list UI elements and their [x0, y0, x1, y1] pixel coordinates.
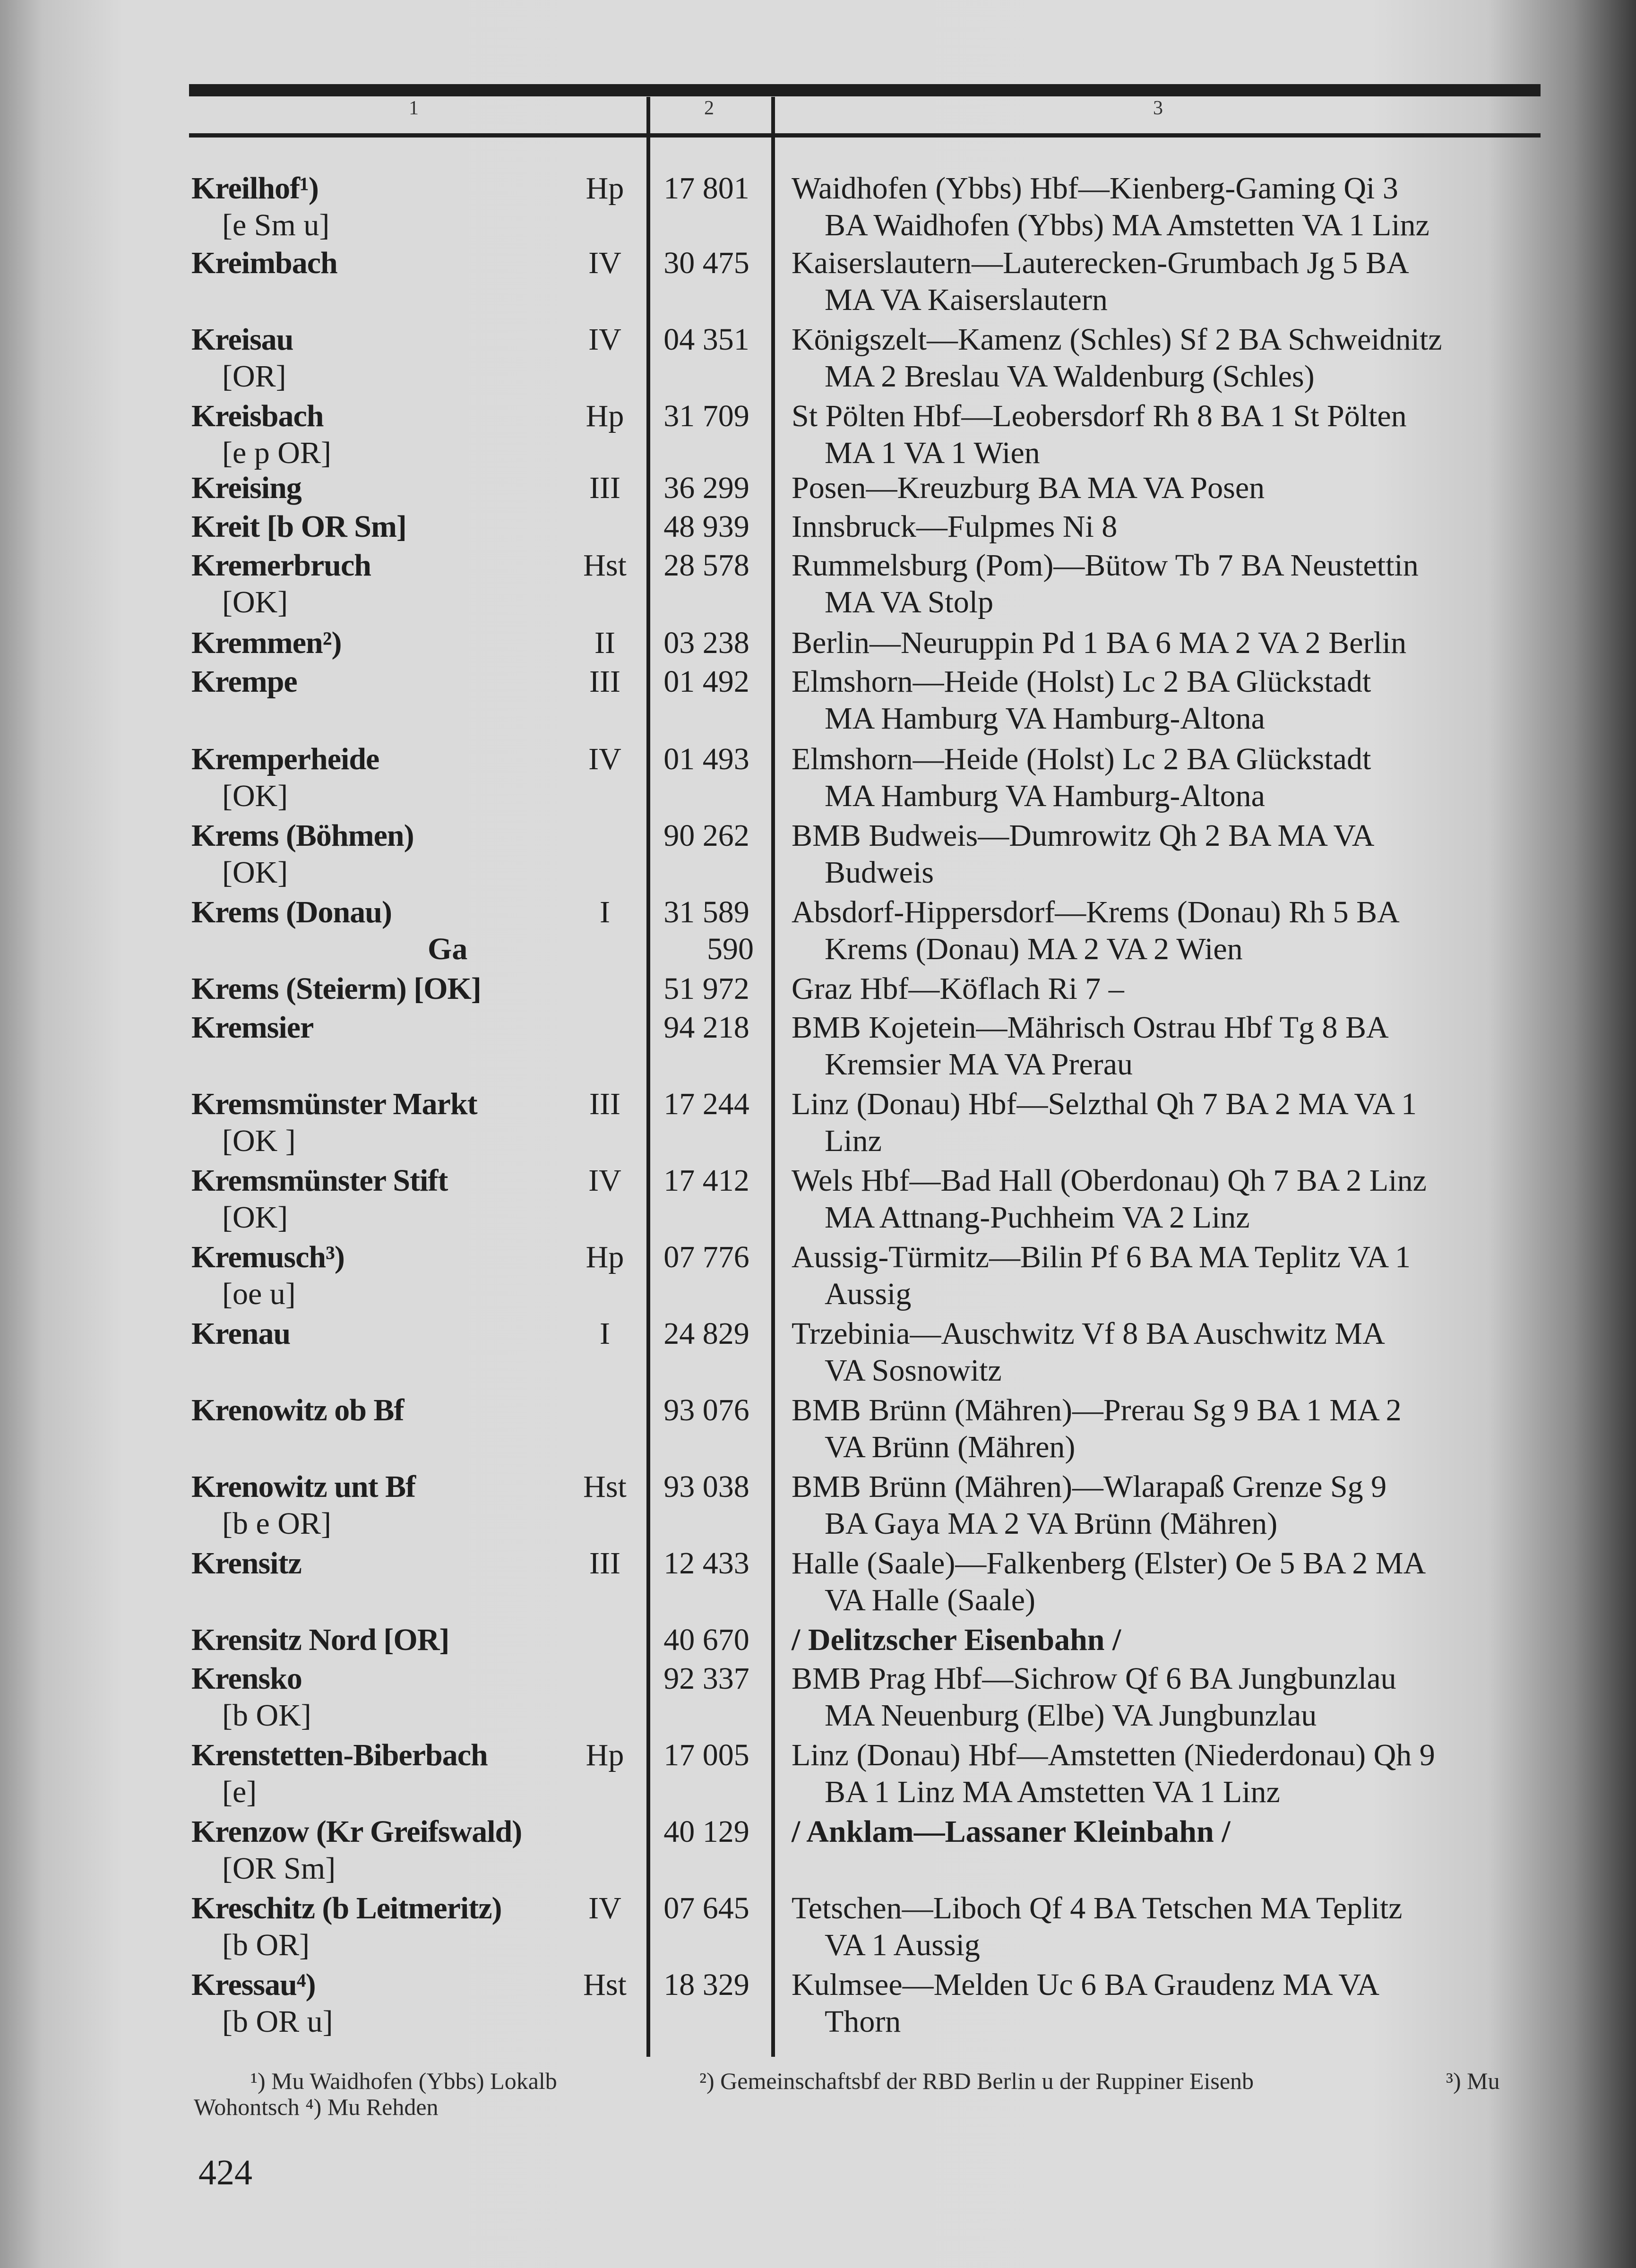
route-line-1: / Anklam—Lassaner Kleinbahn /: [792, 1814, 1231, 1849]
route-line-1: / Delitzscher Eisenbahn /: [792, 1623, 1121, 1657]
station-name: Kreit [b OR Sm]: [191, 509, 406, 544]
station-note: [b OR]: [222, 1928, 310, 1962]
station-class: III: [589, 471, 620, 505]
station-class: I: [600, 1316, 610, 1351]
station-name: Kremusch³): [191, 1240, 344, 1274]
column-divider-2: [771, 137, 775, 2057]
station-code: 04 351: [663, 322, 749, 357]
station-name: Kremperheide: [191, 742, 379, 776]
station-class: IV: [588, 1163, 621, 1198]
station-note: [OK]: [222, 779, 288, 813]
route-line-1: BMB Kojetein—Mährisch Ostrau Hbf Tg 8 BA: [792, 1010, 1389, 1045]
station-note: [b OK]: [222, 1698, 311, 1733]
station-code: 51 972: [663, 971, 749, 1006]
station-name: Krenowitz ob Bf: [191, 1393, 404, 1427]
station-class: Hp: [586, 1738, 624, 1772]
station-class: Hp: [586, 1240, 624, 1274]
station-name: Krensitz: [191, 1546, 301, 1581]
station-name: Kreising: [191, 471, 301, 505]
route-line-1: Kaiserslautern—Lauterecken-Grumbach Jg 5 BA: [792, 246, 1409, 280]
route-line-2: Kremsier MA VA Prerau: [825, 1047, 1133, 1082]
route-line-2: MA VA Stolp: [825, 585, 994, 619]
route-line-2: BA Gaya MA 2 VA Brünn (Mähren): [825, 1506, 1278, 1541]
station-code: 31 709: [663, 399, 749, 433]
station-code: 01 493: [663, 742, 749, 776]
station-code: 18 329: [663, 1967, 749, 2002]
station-note: [OK]: [222, 855, 288, 890]
route-line-1: Elmshorn—Heide (Holst) Lc 2 BA Glückstadt: [792, 664, 1371, 699]
station-class: Hst: [583, 1967, 627, 2002]
station-class: IV: [588, 322, 621, 357]
column-header-2: 2: [704, 97, 714, 119]
route-line-1: Absdorf-Hippersdorf—Krems (Donau) Rh 5 BA: [792, 895, 1400, 929]
footnote-3: ³) Mu: [1446, 2068, 1500, 2094]
station-note: [OK ]: [222, 1124, 296, 1158]
station-class: Hst: [583, 548, 627, 583]
route-line-2: VA Sosnowitz: [825, 1353, 1002, 1388]
route-line-2: MA 1 VA 1 Wien: [825, 436, 1040, 470]
station-code: 17 412: [663, 1163, 749, 1198]
station-class: IV: [588, 246, 621, 280]
station-code: 48 939: [663, 509, 749, 544]
station-note: [oe u]: [222, 1277, 296, 1311]
station-name: Krenau: [191, 1316, 291, 1351]
top-rule: [189, 84, 1541, 96]
station-code: 90 262: [663, 818, 749, 853]
station-note: [OR Sm]: [222, 1851, 336, 1886]
route-line-1: BMB Budweis—Dumrowitz Qh 2 BA MA VA: [792, 818, 1375, 853]
route-line-1: BMB Prag Hbf—Sichrow Qf 6 BA Jungbunzlau: [792, 1661, 1396, 1696]
station-note: Ga: [428, 932, 468, 966]
station-code: 28 578: [663, 548, 749, 583]
station-code: 30 475: [663, 246, 749, 280]
station-name: Krensko: [191, 1661, 302, 1696]
station-name: Kremsier: [191, 1010, 314, 1045]
station-name: Kreisbach: [191, 399, 324, 433]
station-name: Krenowitz unt Bf: [191, 1469, 416, 1504]
route-line-2: VA Halle (Saale): [825, 1583, 1035, 1617]
station-name: Kressau⁴): [191, 1967, 316, 2002]
station-code: 40 670: [663, 1623, 749, 1657]
station-note: [e p OR]: [222, 436, 331, 470]
route-line-1: Waidhofen (Ybbs) Hbf—Kienberg-Gaming Qi 3: [792, 171, 1398, 206]
page-number: 424: [198, 2153, 252, 2192]
station-code: 94 218: [663, 1010, 749, 1045]
route-line-1: Kulmsee—Melden Uc 6 BA Graudenz MA VA: [792, 1967, 1380, 2002]
route-line-2: VA 1 Aussig: [825, 1928, 980, 1962]
station-code: 36 299: [663, 471, 749, 505]
station-code: 07 776: [663, 1240, 749, 1274]
route-line-1: BMB Brünn (Mähren)—Wlarapaß Grenze Sg 9: [792, 1469, 1387, 1504]
station-code: 03 238: [663, 626, 749, 660]
station-code: 17 244: [663, 1087, 749, 1121]
column-header-3: 3: [1153, 97, 1163, 119]
station-name: Kreimbach: [191, 246, 337, 280]
footnote-4: Wohontsch ⁴) Mu Rehden: [194, 2094, 439, 2120]
route-line-1: Innsbruck—Fulpmes Ni 8: [792, 509, 1118, 544]
footnote-2: ²) Gemeinschaftsbf der RBD Berlin u der Ruppiner Eisenb: [699, 2068, 1254, 2094]
station-name: Krenzow (Kr Greifswald): [191, 1814, 522, 1849]
route-line-1: Posen—Kreuzburg BA MA VA Posen: [792, 471, 1265, 505]
route-line-1: Wels Hbf—Bad Hall (Oberdonau) Qh 7 BA 2 Linz: [792, 1163, 1427, 1198]
route-line-1: Halle (Saale)—Falkenberg (Elster) Oe 5 BA 2 MA: [792, 1546, 1426, 1581]
station-name: Kremsmünster Stift: [191, 1163, 448, 1198]
route-line-2: Linz: [825, 1124, 882, 1158]
route-line-1: Tetschen—Liboch Qf 4 BA Tetschen MA Teplitz: [792, 1891, 1403, 1925]
station-name: Kreilhof¹): [191, 171, 319, 206]
route-line-1: Graz Hbf—Köflach Ri 7 –: [792, 971, 1124, 1006]
station-name: Krensitz Nord [OR]: [191, 1623, 449, 1657]
route-line-1: Elmshorn—Heide (Holst) Lc 2 BA Glückstadt: [792, 742, 1371, 776]
route-line-1: Königszelt—Kamenz (Schles) Sf 2 BA Schweidnitz: [792, 322, 1442, 357]
route-line-1: BMB Brünn (Mähren)—Prerau Sg 9 BA 1 MA 2: [792, 1393, 1402, 1427]
station-code: 12 433: [663, 1546, 749, 1581]
route-line-1: Trzebinia—Auschwitz Vf 8 BA Auschwitz MA: [792, 1316, 1385, 1351]
station-code: 93 038: [663, 1469, 749, 1504]
station-name: Krems (Steierm) [OK]: [191, 971, 481, 1006]
route-line-1: Berlin—Neuruppin Pd 1 BA 6 MA 2 VA 2 Berlin: [792, 626, 1407, 660]
route-line-2: BA 1 Linz MA Amstetten VA 1 Linz: [825, 1775, 1280, 1809]
station-name: Kreisau: [191, 322, 293, 357]
station-class: III: [589, 1087, 620, 1121]
route-line-2: Aussig: [825, 1277, 912, 1311]
station-note: [e Sm u]: [222, 208, 330, 242]
station-name: Kremsmünster Markt: [191, 1087, 477, 1121]
route-line-2: Krems (Donau) MA 2 VA 2 Wien: [825, 932, 1243, 966]
station-note: [b e OR]: [222, 1506, 331, 1541]
station-class: III: [589, 664, 620, 699]
route-line-2: Thorn: [825, 2004, 901, 2039]
route-line-2: Budweis: [825, 855, 934, 890]
header-divider-1: [646, 97, 650, 133]
route-line-2: MA Hamburg VA Hamburg-Altona: [825, 779, 1265, 813]
header-divider-2: [771, 97, 775, 133]
station-name: Krempe: [191, 664, 297, 699]
station-code: 92 337: [663, 1661, 749, 1696]
station-class: I: [600, 895, 610, 929]
station-name: Krenstetten-Biberbach: [191, 1738, 488, 1772]
station-name: Krems (Donau): [191, 895, 392, 929]
station-code: 24 829: [663, 1316, 749, 1351]
station-class: III: [589, 1546, 620, 1581]
route-line-1: Linz (Donau) Hbf—Amstetten (Niederdonau) Qh 9: [792, 1738, 1435, 1772]
station-note: [b OR u]: [222, 2004, 333, 2039]
station-note: [OK]: [222, 585, 288, 619]
station-code: 07 645: [663, 1891, 749, 1925]
station-code: 40 129: [663, 1814, 749, 1849]
station-class: Hp: [586, 171, 624, 206]
station-class: IV: [588, 742, 621, 776]
route-line-2: BA Waidhofen (Ybbs) MA Amstetten VA 1 Linz: [825, 208, 1429, 242]
station-note: [OR]: [222, 359, 286, 394]
station-code: 31 589: [663, 895, 749, 929]
station-note: [OK]: [222, 1200, 288, 1235]
station-code: 01 492: [663, 664, 749, 699]
station-name: Krems (Böhmen): [191, 818, 414, 853]
station-note: [e]: [222, 1775, 257, 1809]
route-line-2: MA VA Kaiserslautern: [825, 283, 1108, 317]
station-class: Hp: [586, 399, 624, 433]
route-line-1: Aussig-Türmitz—Bilin Pf 6 BA MA Teplitz VA 1: [792, 1240, 1411, 1274]
route-line-2: MA Attnang-Puchheim VA 2 Linz: [825, 1200, 1250, 1235]
route-line-1: St Pölten Hbf—Leobersdorf Rh 8 BA 1 St Pölten: [792, 399, 1407, 433]
header-rule: [189, 133, 1541, 137]
footnote-1: ¹) Mu Waidhofen (Ybbs) Lokalb: [250, 2068, 557, 2094]
station-class: IV: [588, 1891, 621, 1925]
station-code: 17 801: [663, 171, 749, 206]
station-code: 17 005: [663, 1738, 749, 1772]
station-code-extra: 590: [707, 932, 754, 966]
station-name: Kremmen²): [191, 626, 342, 660]
route-line-2: MA Neuenburg (Elbe) VA Jungbunzlau: [825, 1698, 1317, 1733]
route-line-1: Linz (Donau) Hbf—Selzthal Qh 7 BA 2 MA VA 1: [792, 1087, 1417, 1121]
route-line-2: MA Hamburg VA Hamburg-Altona: [825, 701, 1265, 736]
station-class: Hst: [583, 1469, 627, 1504]
station-name: Kreschitz (b Leitmeritz): [191, 1891, 502, 1925]
station-code: 93 076: [663, 1393, 749, 1427]
route-line-2: VA Brünn (Mähren): [825, 1430, 1076, 1464]
station-class: II: [594, 626, 615, 660]
column-header-1: 1: [409, 97, 419, 119]
route-line-1: Rummelsburg (Pom)—Bütow Tb 7 BA Neustettin: [792, 548, 1419, 583]
station-name: Kremerbruch: [191, 548, 371, 583]
column-divider-1: [646, 137, 650, 2057]
route-line-2: MA 2 Breslau VA Waldenburg (Schles): [825, 359, 1315, 394]
